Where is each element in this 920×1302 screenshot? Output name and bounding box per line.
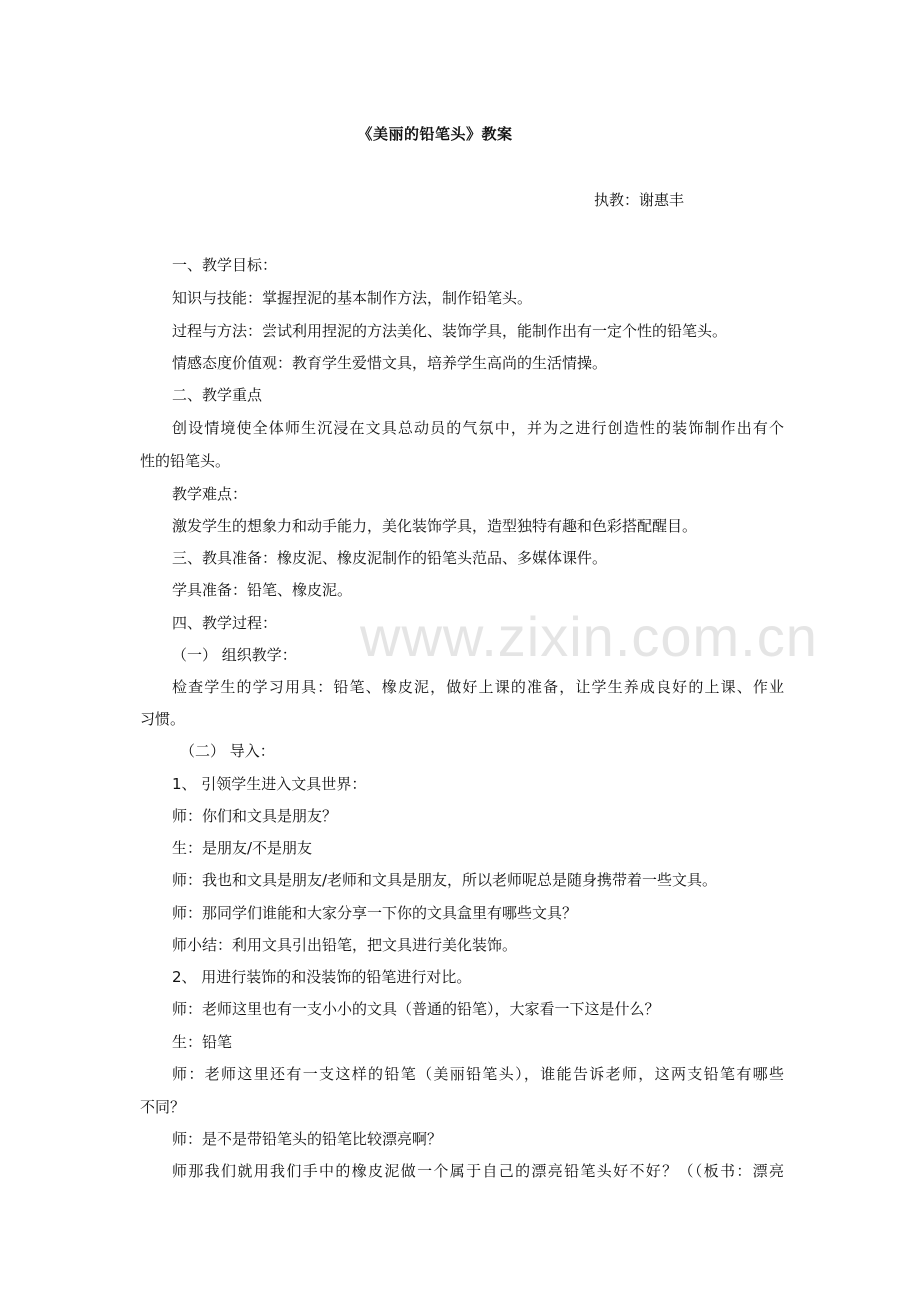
numbered-item: 1、 引领学生进入文具世界： bbox=[172, 775, 367, 793]
section-heading-keypoints: 二、教学重点 bbox=[172, 386, 263, 404]
paragraph-line: 激发学生的想象力和动手能力，美化装饰学具，造型独特有趣和色彩搭配醒目。 bbox=[172, 517, 698, 535]
dialogue-line: 师：老师这里也有一支小小的文具（普通的铅笔），大家看一下这是什么？ bbox=[172, 1000, 660, 1018]
author-line: 执教：谢惠丰 bbox=[594, 191, 685, 209]
paragraph-line: 知识与技能：掌握捏泥的基本制作方法，制作铅笔头。 bbox=[172, 289, 533, 307]
numbered-item: 2、 用进行装饰的和没装饰的铅笔进行对比。 bbox=[172, 968, 472, 986]
section-heading-process: 四、教学过程： bbox=[172, 614, 278, 632]
paragraph-line: 习惯。 bbox=[140, 710, 186, 728]
watermark-text: www.zixin.com.cn bbox=[360, 605, 818, 668]
dialogue-line: 师：那同学们谁能和大家分享一下你的文具盒里有哪些文具？ bbox=[172, 904, 578, 922]
subsection-heading: （二） 导入： bbox=[180, 742, 275, 760]
dialogue-line: 师那我们就用我们手中的橡皮泥做一个属于自己的漂亮铅笔头好不好？（（板书：漂亮 bbox=[172, 1162, 784, 1180]
paragraph-line: 性的铅笔头。 bbox=[140, 452, 231, 470]
section-heading-materials: 三、教具准备：橡皮泥、橡皮泥制作的铅笔头范品、多媒体课件。 bbox=[172, 549, 608, 567]
subsection-heading: （一） 组织教学： bbox=[172, 646, 297, 664]
paragraph-line: 创设情境使全体师生沉浸在文具总动员的气氛中，并为之进行创造性的装饰制作出有个 bbox=[172, 419, 784, 437]
dialogue-line: 不同？ bbox=[140, 1098, 186, 1116]
document-title: 《美丽的铅笔头》教案 bbox=[357, 125, 513, 143]
dialogue-line: 师：老师这里还有一支这样的铅笔（美丽铅笔头），谁能告诉老师，这两支铅笔有哪些 bbox=[172, 1065, 784, 1083]
paragraph-line: 学具准备：铅笔、橡皮泥。 bbox=[172, 581, 353, 599]
section-heading-objectives: 一、教学目标： bbox=[172, 256, 278, 274]
subheading-difficulties: 教学难点： bbox=[172, 485, 248, 503]
dialogue-line: 师小结：利用文具引出铅笔，把文具进行美化装饰。 bbox=[172, 936, 518, 954]
paragraph-line: 检查学生的学习用具：铅笔、橡皮泥，做好上课的准备，让学生养成良好的上课、作业 bbox=[172, 678, 784, 696]
dialogue-line: 生：是朋友/不是朋友 bbox=[172, 839, 313, 857]
dialogue-line: 师：是不是带铅笔头的铅笔比较漂亮啊？ bbox=[172, 1130, 443, 1148]
paragraph-line: 过程与方法：尝试利用捏泥的方法美化、装饰学具，能制作出有一定个性的铅笔头。 bbox=[172, 322, 728, 340]
paragraph-line: 情感态度价值观：教育学生爱惜文具，培养学生高尚的生活情操。 bbox=[172, 354, 608, 372]
dialogue-line: 生：铅笔 bbox=[172, 1033, 233, 1051]
dialogue-line: 师：你们和文具是朋友？ bbox=[172, 807, 338, 825]
dialogue-line: 师：我也和文具是朋友/老师和文具是朋友，所以老师呢总是随身携带着一些文具。 bbox=[172, 871, 718, 889]
